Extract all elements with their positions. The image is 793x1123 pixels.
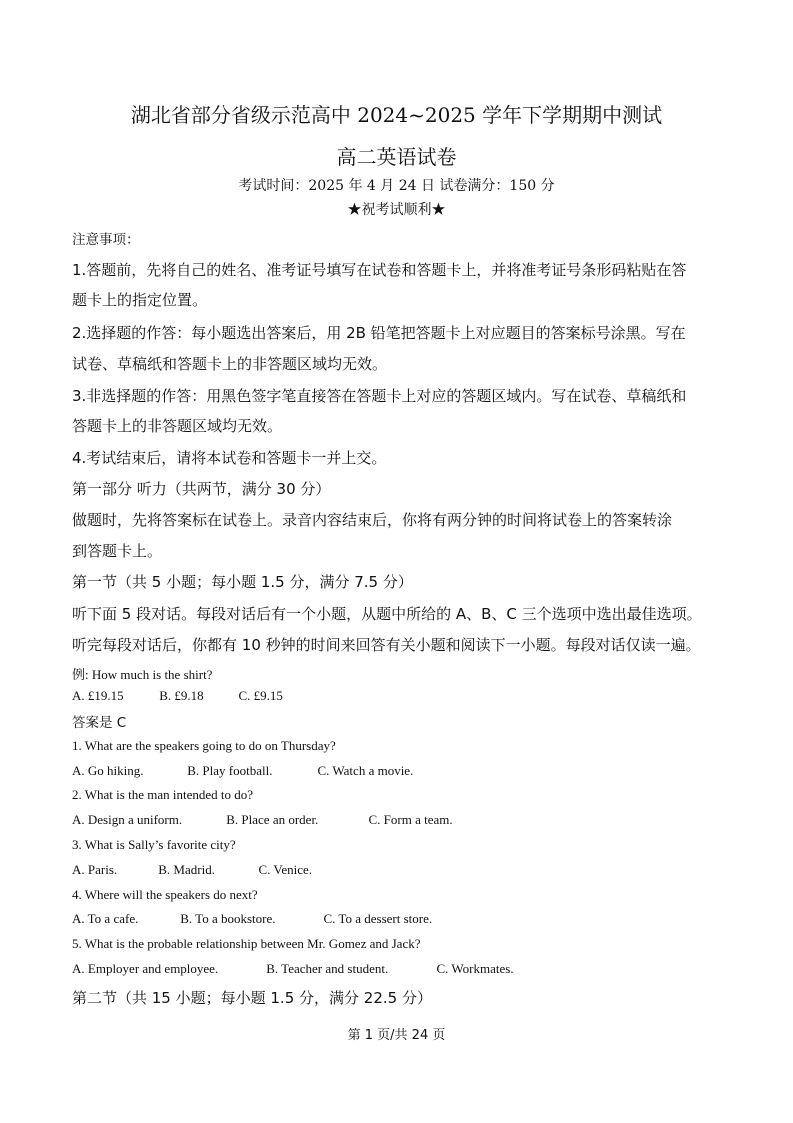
question-4-option-a: A. To a cafe. — [72, 911, 139, 926]
question-2-option-c: C. Form a team. — [368, 812, 453, 827]
example-option-a: A. £19.15 — [72, 688, 124, 703]
question-2: 2. What is the man intended to do? — [72, 787, 253, 802]
question-2-options — [72, 812, 753, 828]
example-option-b: B. £9.18 — [159, 688, 204, 703]
notice-item-4: 4.考试结束后，请将本试卷和答题卡一并上交。 — [72, 449, 387, 467]
question-5-option-c: C. Workmates. — [436, 961, 514, 976]
question-4: 4. Where will the speakers do next? — [72, 887, 258, 902]
exam-meta: 考试时间：2025 年 4 月 24 日 试卷满分：150 分 — [238, 178, 555, 194]
section1-intro-line-2: 听完每段对话后，你都有 10 秒钟的时间来回答有关小题和阅读下一小题。每段对话仅读一遍。 — [72, 636, 701, 654]
example-options — [72, 688, 753, 704]
question-5-option-b: B. Teacher and student. — [266, 961, 389, 976]
page-number: 第 1 页/共 24 页 — [347, 1028, 446, 1043]
question-1-option-c: C. Watch a movie. — [317, 763, 414, 778]
notice-item-2-line-1: 2.选择题的作答：每小题选出答案后，用 2B 铅笔把答题卡上对应题目的答案标号涂黑。写在 — [72, 324, 686, 342]
question-3: 3. What is Sally’s favorite city? — [72, 837, 236, 852]
notice-item-2-line-2: 试卷、草稿纸和答题卡上的非答题区域均无效。 — [72, 355, 388, 373]
notice-heading: 注意事项： — [72, 232, 140, 248]
question-5: 5. What is the probable relationship between Mr. Gomez and Jack? — [72, 936, 421, 951]
question-1-option-b: B. Play football. — [187, 763, 273, 778]
question-5-option-a: A. Employer and employee. — [72, 961, 219, 976]
question-5-options — [72, 961, 753, 977]
example-option-c: C. £9.15 — [238, 688, 283, 703]
part1-heading: 第一部分 听力（共两节，满分 30 分） — [72, 480, 331, 498]
part1-intro-line-2: 到答题卡上。 — [72, 542, 163, 560]
question-1: 1. What are the speakers going to do on Thursday? — [72, 738, 336, 753]
part1-intro-line-1: 做题时，先将答案标在试卷上。录音内容结束后，你将有两分钟的时间将试卷上的答案转涂 — [72, 511, 673, 529]
notice-item-3-line-2: 答题卡上的非答题区域均无效。 — [72, 417, 283, 435]
example-question: 例: How much is the shirt? — [72, 667, 213, 682]
exam-wish: ★祝考试顺利★ — [347, 202, 446, 218]
question-2-option-b: B. Place an order. — [226, 812, 319, 827]
question-4-option-b: B. To a bookstore. — [180, 911, 276, 926]
question-4-option-c: C. To a dessert store. — [323, 911, 433, 926]
question-3-options — [72, 862, 753, 878]
section1-heading: 第一节（共 5 小题；每小题 1.5 分，满分 7.5 分） — [72, 573, 413, 591]
notice-item-1-line-2: 题卡上的指定位置。 — [72, 291, 208, 309]
question-1-options — [72, 763, 753, 779]
notice-item-1-line-1: 1.答题前，先将自己的姓名、准考证号填写在试卷和答题卡上，并将准考证号条形码粘贴在答 — [72, 261, 687, 279]
section1-intro-line-1: 听下面 5 段对话。每段对话后有一个小题，从题中所给的 A、B、C 三个选项中选出最佳选项。 — [72, 605, 702, 623]
question-3-option-b: B. Madrid. — [158, 862, 215, 877]
exam-title: 湖北省部分省级示范高中 2024~2025 学年下学期期中测试 — [130, 103, 663, 127]
question-3-option-a: A. Paris. — [72, 862, 118, 877]
section2-heading: 第二节（共 15 小题；每小题 1.5 分，满分 22.5 分） — [72, 989, 432, 1007]
question-3-option-c: C. Venice. — [258, 862, 313, 877]
question-2-option-a: A. Design a uniform. — [72, 812, 183, 827]
example-answer: 答案是 C — [72, 715, 127, 731]
exam-subtitle: 高二英语试卷 — [336, 145, 457, 169]
question-1-option-a: A. Go hiking. — [72, 763, 144, 778]
notice-item-3-line-1: 3.非选择题的作答：用黑色签字笔直接答在答题卡上对应的答题区域内。写在试卷、草稿纸和 — [72, 387, 687, 405]
question-4-options — [72, 911, 753, 927]
